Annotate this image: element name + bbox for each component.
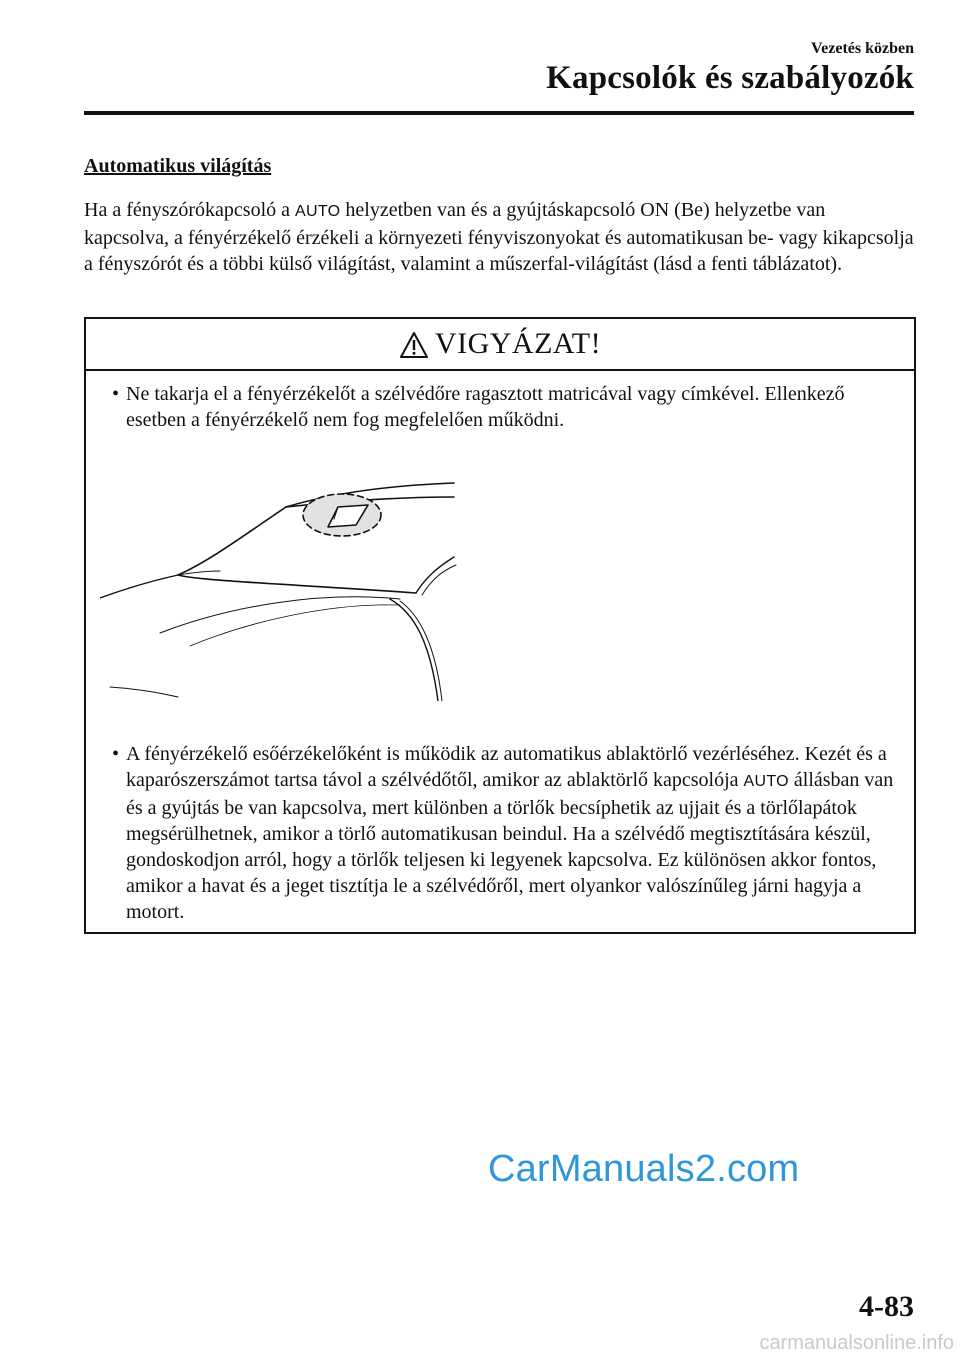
bullet-1-text: Ne takarja el a fényérzékelőt a szélvédőre ragasztott matricával vagy címkével. Ellenkező esetben a fényérzékelő nem fog megfelelően működni. <box>126 383 845 431</box>
bullet-2-text-end: állásban van és a gyújtás be van kapcsolva, mert különben a törlők becsíphetik az ujjait és a törlőlapátok megsérülhetnek, amikor a törlő automatikusan beindul. Ha a szélvédő megtisztítására készül, gondoskodjon arról, hogy a törlők teljesen ki legyenek kapcsolva. Ez különösen akkor fontos, amikor a havat és a jeget tisztítja le a szélvédőről, mert olyankor valószínűleg járni hagyja a motort. <box>126 769 894 923</box>
bullet-2-text <box>126 741 902 925</box>
auto-position-label: AUTO <box>295 203 341 220</box>
bullet-symbol: • <box>112 383 120 405</box>
watermark-logo: CarManuals2.com <box>488 1148 800 1190</box>
chapter-label: Vezetés közben <box>811 40 914 57</box>
page-number: 4-83 <box>859 1290 914 1323</box>
warning-header <box>86 319 914 371</box>
bullet-symbol: • <box>112 743 120 765</box>
warning-triangle-icon <box>399 331 429 359</box>
header-rule <box>84 111 914 115</box>
intro-text-start: Ha a fényszórókapcsoló a <box>84 199 296 221</box>
windshield-sensor-illustration <box>100 481 470 701</box>
auto-position-label: AUTO <box>743 773 789 790</box>
bullet-2-text-start: A fényérzékelő esőérzékelőként is működik az automatikus ablaktörlő vezérléséhez. Kezét és a kaparószerszámot tartsa távol a szélvédőtől, amikor az ablaktörlő kapcsolója <box>126 743 887 791</box>
warning-box <box>84 317 916 934</box>
warning-bullet-2 <box>112 741 902 925</box>
site-watermark: carmanualsonline.info <box>759 1332 954 1354</box>
page-title: Kapcsolók és szabályozók <box>546 60 914 96</box>
intro-paragraph <box>84 197 914 277</box>
warning-title: VIGYÁZAT! <box>434 327 602 360</box>
warning-bullet-1 <box>112 381 902 433</box>
intro-text-end: helyzetben van és a gyújtáskapcsoló ON (Be) helyzetbe van kapcsolva, a fényérzékelő érzékeli a környezeti fényviszonyokat és automatikusan be- vagy kikapcsolja a fényszórót és a többi külső világítást, valamint a műszerfal-világítást (lásd a fenti táblázatot). <box>84 199 914 275</box>
section-heading: Automatikus világítás <box>84 155 272 177</box>
